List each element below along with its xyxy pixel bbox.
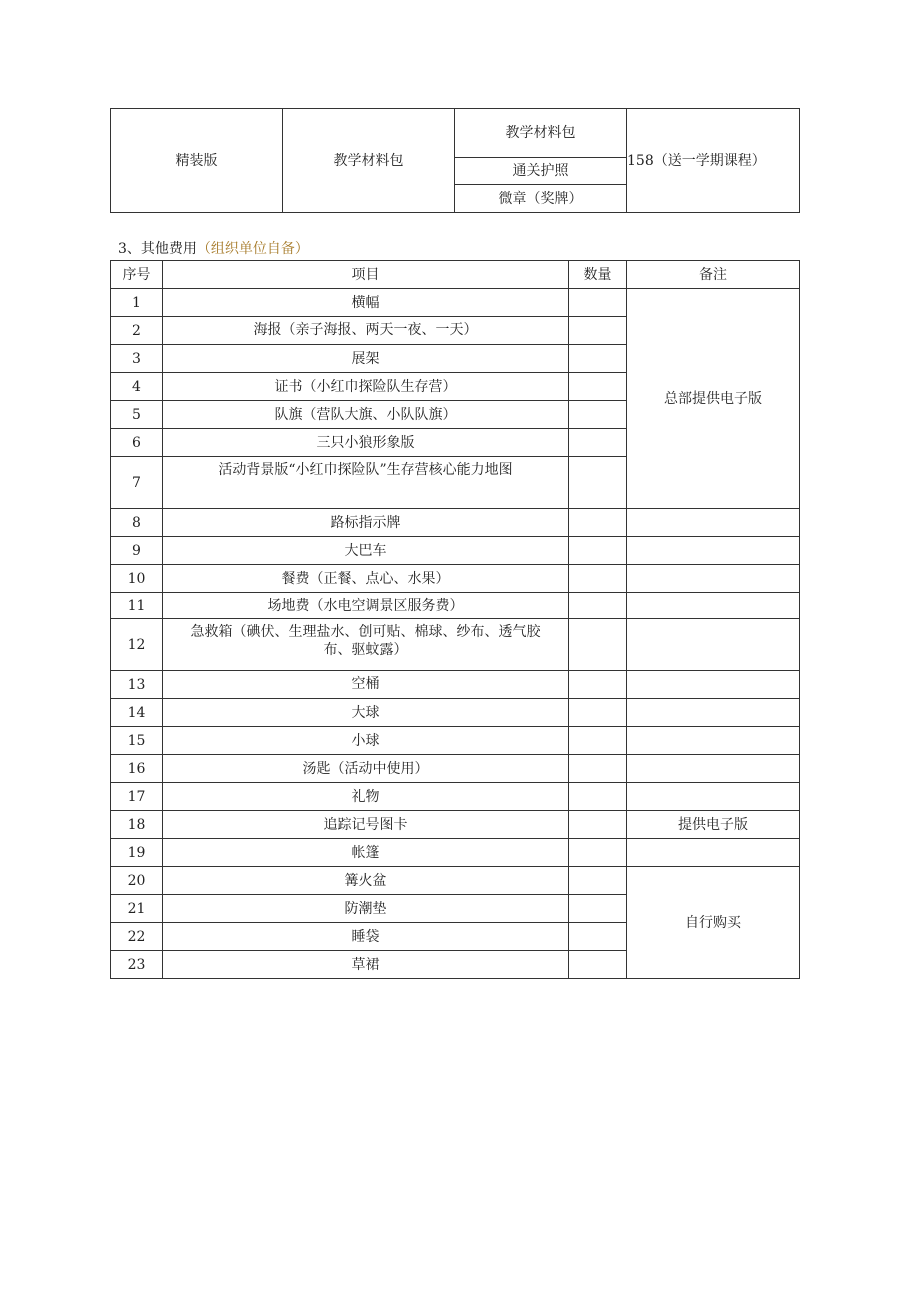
row-no: 2 (111, 317, 163, 345)
row-item: 追踪记号图卡 (163, 811, 569, 839)
row-qty (569, 509, 627, 537)
row-qty (569, 345, 627, 373)
row-remark (627, 509, 800, 537)
row-item: 大巴车 (163, 537, 569, 565)
row-item (163, 619, 569, 671)
row-no: 11 (111, 593, 163, 619)
row-remark (627, 867, 800, 979)
row-qty (569, 373, 627, 401)
price-cell (627, 109, 800, 213)
table-row (111, 839, 800, 867)
row-item: 帐篷 (163, 839, 569, 867)
header-qty: 数量 (569, 261, 627, 289)
table-row (111, 783, 800, 811)
row-item: 海报（亲子海报、两天一夜、一天） (163, 317, 569, 345)
table-row (111, 727, 800, 755)
header-row (111, 261, 800, 289)
edition-label: 精装版 (175, 152, 218, 169)
content-cell (455, 109, 627, 158)
row-remark (627, 537, 800, 565)
row-remark (627, 839, 800, 867)
row-qty (569, 429, 627, 457)
row-qty (569, 671, 627, 699)
row-qty (569, 727, 627, 755)
header-item: 项目 (163, 261, 569, 289)
row-remark (627, 727, 800, 755)
row-qty (569, 951, 627, 979)
package-label: 教学材料包 (333, 152, 404, 169)
table-row (111, 537, 800, 565)
row-qty (569, 289, 627, 317)
row-no: 9 (111, 537, 163, 565)
table-row (111, 867, 800, 895)
row-item: 餐费（正餐、点心、水果） (163, 565, 569, 593)
row-item: 队旗（营队大旗、小队队旗） (163, 401, 569, 429)
remark-text: 总部提供电子版 (664, 390, 762, 407)
remark-text: 提供电子版 (678, 816, 748, 833)
row-no: 18 (111, 811, 163, 839)
row-item: 三只小狼形象版 (163, 429, 569, 457)
row-qty (569, 565, 627, 593)
row-qty (569, 755, 627, 783)
row-qty (569, 457, 627, 509)
row-no: 16 (111, 755, 163, 783)
row-no: 23 (111, 951, 163, 979)
section-heading (118, 240, 309, 258)
row-qty (569, 401, 627, 429)
row-qty (569, 839, 627, 867)
row-qty (569, 699, 627, 727)
row-remark (627, 783, 800, 811)
row-no: 12 (111, 619, 163, 671)
row-qty (569, 317, 627, 345)
row-qty (569, 923, 627, 951)
package-table (110, 108, 800, 213)
row-no: 5 (111, 401, 163, 429)
row-item: 小球 (163, 727, 569, 755)
row-item: 礼物 (163, 783, 569, 811)
row-item: 路标指示牌 (163, 509, 569, 537)
row-item: 草裙 (163, 951, 569, 979)
row-remark (627, 565, 800, 593)
row-no: 8 (111, 509, 163, 537)
row-item: 横幅 (163, 289, 569, 317)
row-no: 13 (111, 671, 163, 699)
row-item: 篝火盆 (163, 867, 569, 895)
row-no: 17 (111, 783, 163, 811)
row-item: 场地费（水电空调景区服务费） (163, 593, 569, 619)
row-no: 10 (111, 565, 163, 593)
row-item: 空桶 (163, 671, 569, 699)
row-remark (627, 593, 800, 619)
table-row (111, 671, 800, 699)
row-qty (569, 811, 627, 839)
row-remark (627, 755, 800, 783)
row-no: 3 (111, 345, 163, 373)
row-item: 睡袋 (163, 923, 569, 951)
content-item: 通关护照 (512, 163, 569, 179)
row-no: 4 (111, 373, 163, 401)
row-no: 1 (111, 289, 163, 317)
row-item-line: 布、驱蚊露） (323, 642, 408, 658)
row-remark (627, 619, 800, 671)
row-qty (569, 867, 627, 895)
content-cell (455, 185, 627, 213)
row-item: 汤匙（活动中使用） (163, 755, 569, 783)
table-row (111, 593, 800, 619)
content-item: 教学材料包 (505, 125, 576, 141)
table-row (111, 755, 800, 783)
row-no: 20 (111, 867, 163, 895)
table-row (111, 565, 800, 593)
row-qty (569, 593, 627, 619)
table-row (111, 699, 800, 727)
row-remark (627, 811, 800, 839)
row-no: 19 (111, 839, 163, 867)
content-item: 微章（奖牌） (498, 190, 583, 207)
row-item: 展架 (163, 345, 569, 373)
row-qty (569, 619, 627, 671)
row-no: 22 (111, 923, 163, 951)
row-no: 6 (111, 429, 163, 457)
row-item: 大球 (163, 699, 569, 727)
row-remark (627, 699, 800, 727)
row-qty (569, 895, 627, 923)
row-item: 证书（小红巾探险队生存营） (163, 373, 569, 401)
remark-text: 自行购买 (685, 914, 741, 931)
row-remark (627, 289, 800, 509)
content-cell (455, 158, 627, 185)
section-note: （组织单位自备） (196, 241, 309, 257)
table-row (111, 619, 800, 671)
row-item-line: 急救箱（碘伏、生理盐水、创可贴、棉球、纱布、透气胶 (190, 624, 541, 640)
row-item: 防潮垫 (163, 895, 569, 923)
row-no: 21 (111, 895, 163, 923)
price-label: 158（送一学期课程） (627, 152, 766, 169)
section-title: 3、其他费用 (118, 241, 197, 257)
row-no: 15 (111, 727, 163, 755)
expense-table (110, 260, 800, 979)
header-remark: 备注 (627, 261, 800, 289)
row-qty (569, 537, 627, 565)
table-row (111, 509, 800, 537)
row-no: 14 (111, 699, 163, 727)
edition-cell (111, 109, 283, 213)
row-remark (627, 671, 800, 699)
table-row (111, 289, 800, 317)
package-cell (283, 109, 455, 213)
row-no: 7 (111, 457, 163, 509)
row-qty (569, 783, 627, 811)
table-row (111, 811, 800, 839)
row-item: 活动背景版“小红巾探险队”生存营核心能力地图 (163, 457, 569, 509)
header-no: 序号 (111, 261, 163, 289)
